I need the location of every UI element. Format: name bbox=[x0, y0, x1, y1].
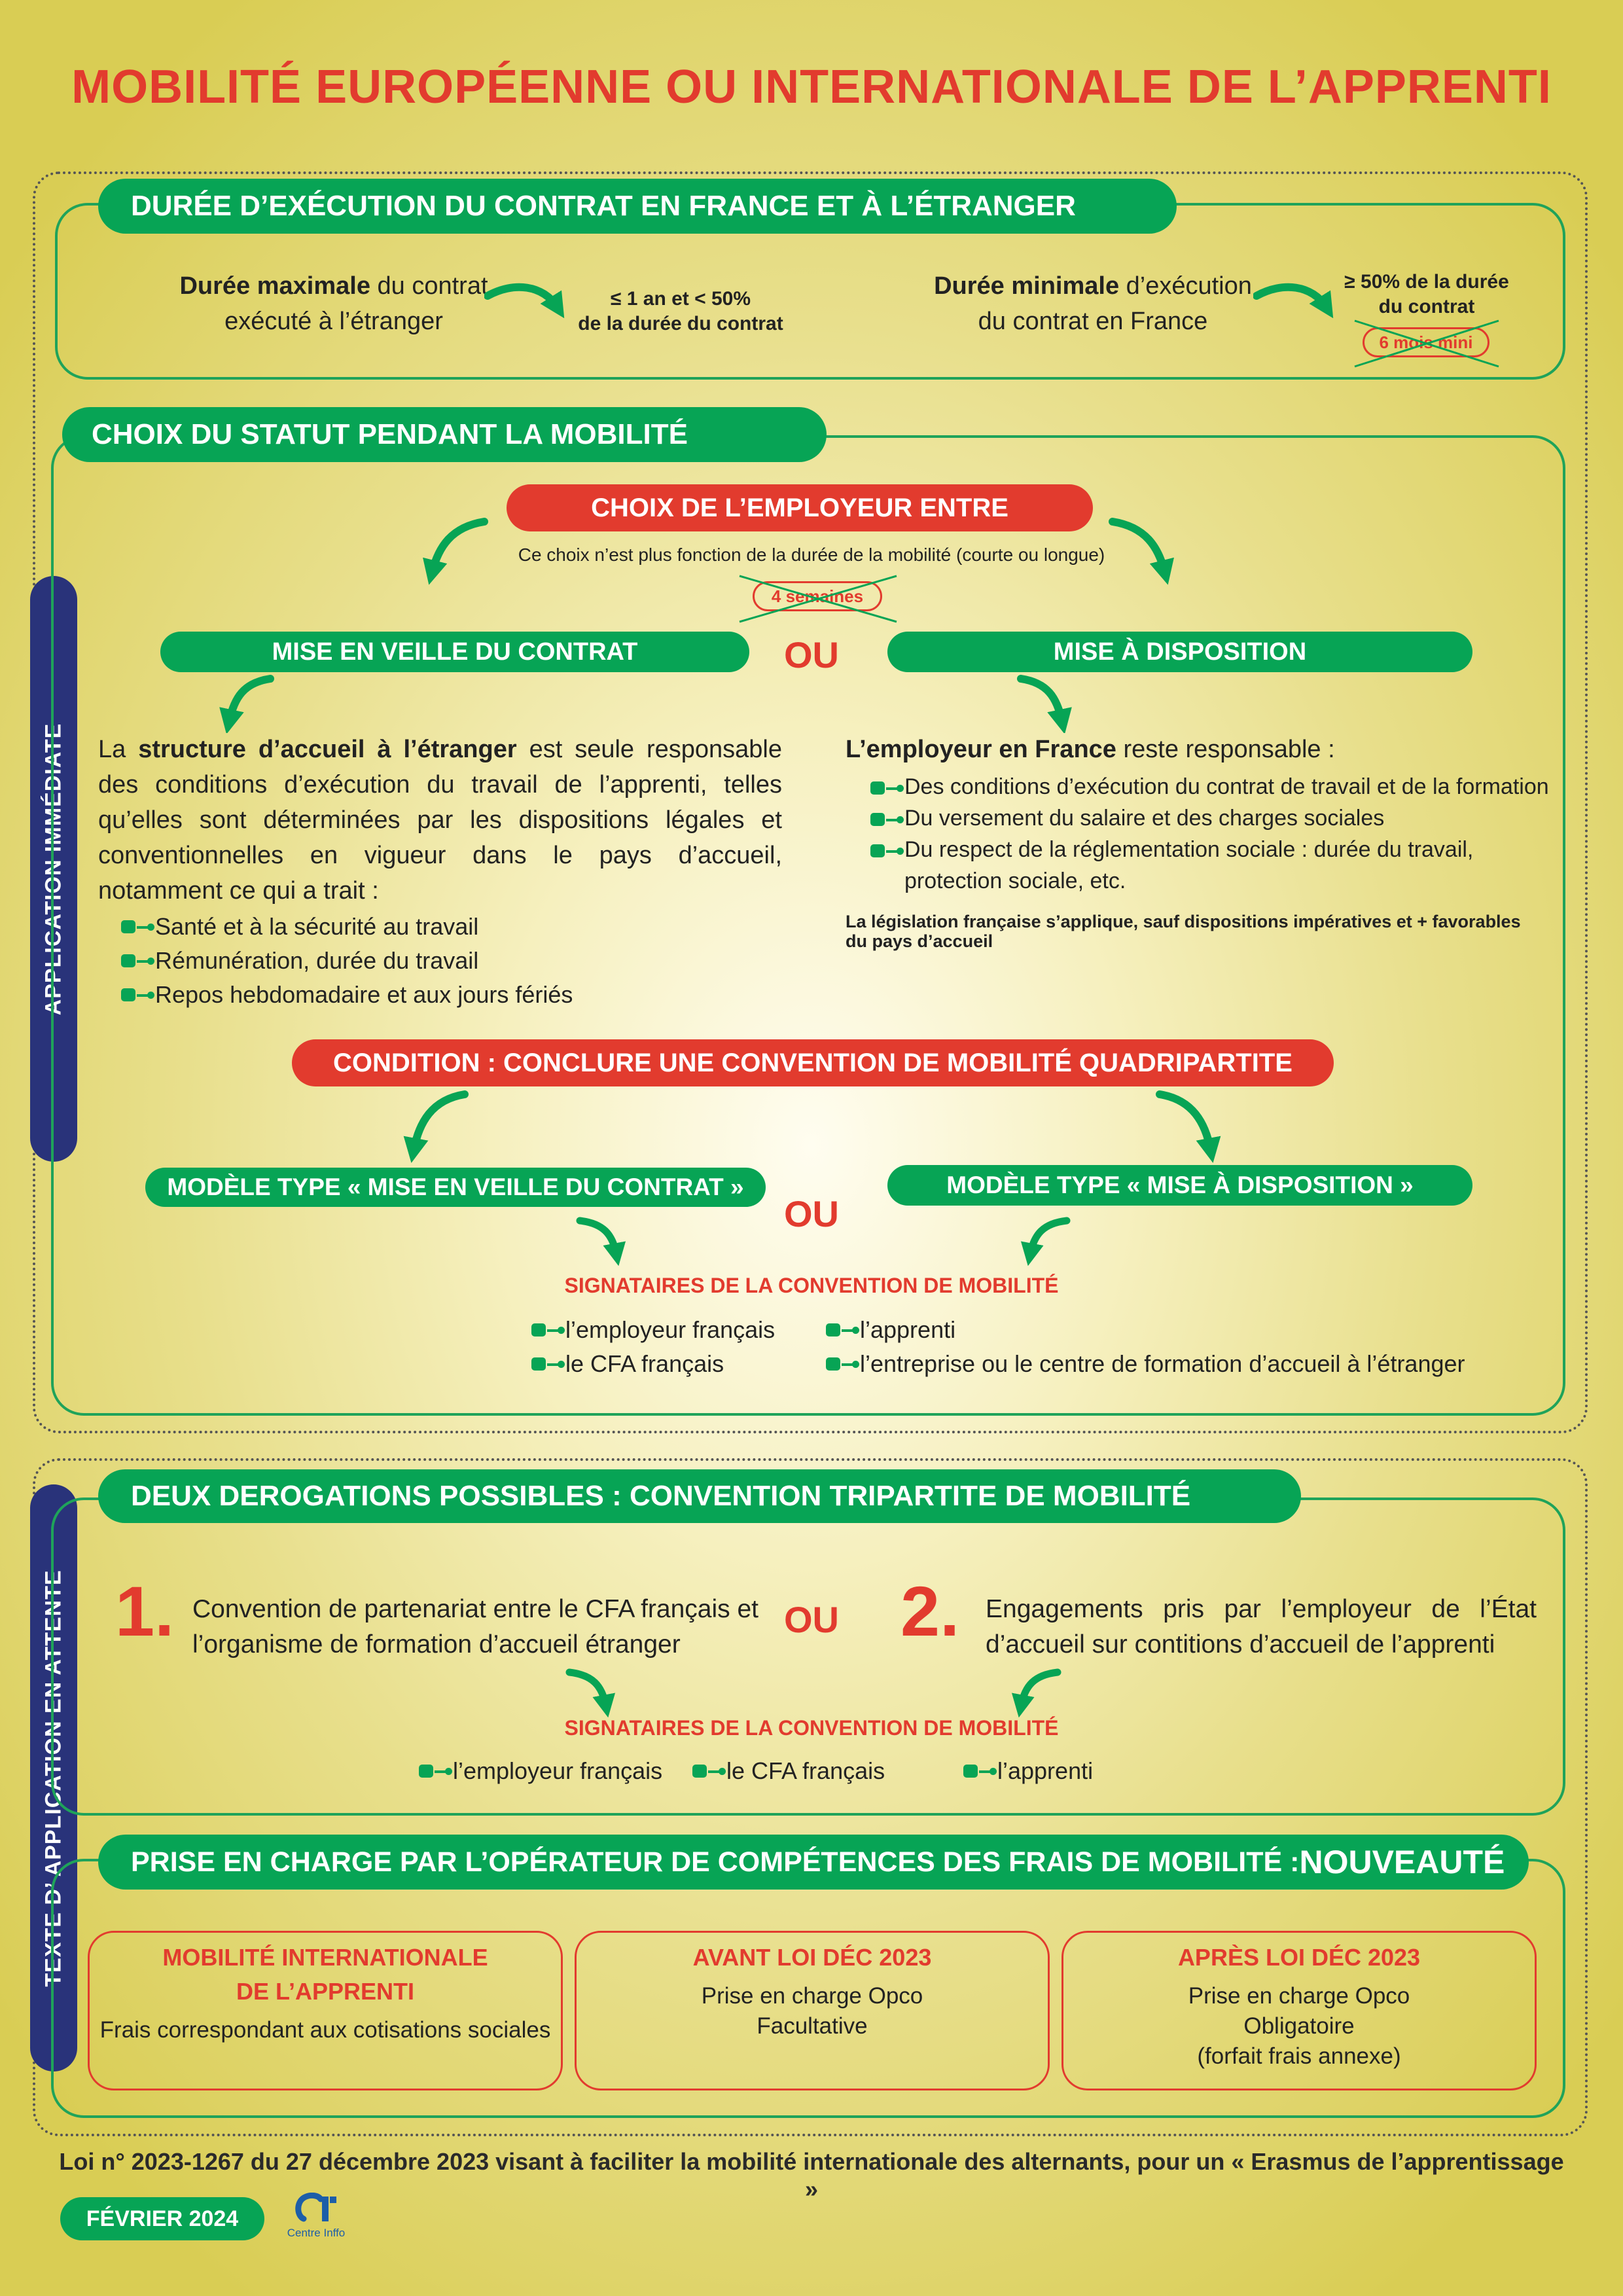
or-label: OU bbox=[784, 1193, 839, 1234]
option-1-text: Convention de partenariat entre le CFA français et l’organisme de formation d’accueil étranger bbox=[192, 1595, 759, 1659]
min-duration-label: Durée minimale d’exécution du contrat en France bbox=[934, 272, 1252, 335]
or-label: OU bbox=[784, 1599, 839, 1640]
list-item: l’employeur français bbox=[419, 1754, 694, 1788]
list-item: l’employeur français bbox=[531, 1313, 819, 1347]
standby-description: La structure d’accueil à l’étranger est seule responsable des conditions d’exécution du travail de l’apprenti, telles qu’elles sont déterminées par les dispositions légales et conventionnelles en vigueur dans le pays d’accueil, notamment ce qui a trait : bbox=[98, 736, 782, 905]
list-item: Rémunération, durée du travail bbox=[121, 944, 776, 978]
secondment-bullet-list bbox=[870, 771, 1558, 897]
section-status-header: CHOIX DU STATUT PENDANT LA MOBILITÉ bbox=[62, 407, 827, 462]
list-item: le CFA français bbox=[692, 1754, 928, 1788]
arrow-down-right-icon bbox=[1152, 1086, 1237, 1165]
option-2-text: Engagements pris par l’employeur de l’État d’accueil sur contitions d’accueil de l’apprenti bbox=[986, 1595, 1537, 1659]
min-duration-value: ≥ 50% de la durée du contrat bbox=[1344, 271, 1509, 317]
list-item: l’entreprise ou le centre de formation d’accueil à l’étranger bbox=[826, 1347, 1552, 1381]
list-item: l’apprenti bbox=[963, 1754, 1160, 1788]
choice-note: Ce choix n’est plus fonction de la durée de la mobilité (courte ou longue) bbox=[518, 545, 1105, 565]
logo-text: Centre Inffo bbox=[287, 2227, 346, 2239]
secondment-description: L’employeur en France reste responsable : bbox=[846, 736, 1335, 763]
card-text: Prise en charge Opco bbox=[701, 1983, 923, 2009]
list-item: Du versement du salaire et des charges sociales bbox=[870, 802, 1558, 834]
standby-bullet-list bbox=[121, 910, 776, 1012]
law-reference: Loi n° 2023-1267 du 27 décembre 2023 visant à faciliter la mobilité internationale des alternants, pour un « Erasmus de l’apprentissage » bbox=[59, 2148, 1564, 2202]
list-item: Du respect de la réglementation sociale : durée du travail, protection sociale, etc. bbox=[870, 834, 1558, 897]
derogation-signatory-2 bbox=[692, 1754, 928, 1788]
signatories-title: SIGNATAIRES DE LA CONVENTION DE MOBILITÉ bbox=[564, 1716, 1059, 1740]
section-funding-header: PRISE EN CHARGE PAR L’OPÉRATEUR DE COMPÉTENCES DES FRAIS DE MOBILITÉ : NOUVEAUTÉ bbox=[98, 1835, 1529, 1890]
list-item: Santé et à la sécurité au travail bbox=[121, 910, 776, 944]
arrow-down-left-icon bbox=[393, 1086, 478, 1165]
crossed-out-badge: 4 semaines bbox=[753, 581, 882, 611]
side-tab-pending: TEXTE D’ APPLICATION EN ATTENTE bbox=[30, 1484, 77, 2072]
arrow-down-left-icon bbox=[208, 671, 280, 733]
strike-cross-icon bbox=[1348, 314, 1505, 373]
option-number-1: 1. bbox=[115, 1571, 175, 1651]
funding-card bbox=[88, 1931, 563, 2090]
funding-card bbox=[575, 1931, 1050, 2090]
max-duration-label: Durée maximale du contrat exécuté à l’étranger bbox=[179, 272, 488, 335]
side-tab-immediate: APPLICATION IMMÉDIATE bbox=[30, 576, 77, 1162]
section-duration-header: DURÉE D’EXÉCUTION DU CONTRAT EN FRANCE ET À L’ÉTRANGER bbox=[98, 179, 1177, 234]
card-title: APRÈS LOI DÉC 2023 bbox=[1177, 1944, 1421, 1971]
option-standby-header: MISE EN VEILLE DU CONTRAT bbox=[160, 632, 749, 672]
arrow-down-right-icon bbox=[1013, 671, 1085, 733]
arrow-down-right-icon bbox=[563, 1666, 628, 1718]
signatories-title: SIGNATAIRES DE LA CONVENTION DE MOBILITÉ bbox=[564, 1274, 1059, 1297]
option-number-2: 2. bbox=[901, 1571, 960, 1651]
arrow-right-icon bbox=[1253, 281, 1338, 327]
model-standby-pill: MODÈLE TYPE « MISE EN VEILLE DU CONTRAT » bbox=[145, 1168, 766, 1207]
date-badge: FÉVRIER 2024 bbox=[60, 2197, 264, 2240]
card-text: Prise en charge Opco bbox=[1188, 1983, 1410, 2009]
strike-cross-icon bbox=[733, 569, 903, 628]
legislation-note: La législation française s’applique, sauf dispositions impératives et + favorables du pays d’accueil bbox=[846, 912, 1521, 951]
card-text: Frais correspondant aux cotisations sociales bbox=[99, 2017, 551, 2043]
section-derogations-header: DEUX DEROGATIONS POSSIBLES : CONVENTION TRIPARTITE DE MOBILITÉ bbox=[98, 1469, 1301, 1523]
or-label: OU bbox=[784, 634, 839, 675]
signatories-list-left bbox=[531, 1313, 819, 1381]
list-item: le CFA français bbox=[531, 1347, 819, 1381]
max-duration-value: ≤ 1 an et < 50% de la durée du contrat bbox=[578, 288, 783, 334]
card-text: Facultative bbox=[757, 2013, 868, 2039]
card-title: MOBILITÉ INTERNATIONALE DE L’APPRENTI bbox=[162, 1944, 488, 2005]
page-title: MOBILITÉ EUROPÉENNE OU INTERNATIONALE DE L’APPRENTI bbox=[71, 61, 1552, 113]
employer-choice-header: CHOIX DE L’EMPLOYEUR ENTRE bbox=[507, 484, 1093, 531]
list-item: Des conditions d’exécution du contrat de travail et de la formation bbox=[870, 771, 1558, 802]
centre-inffo-logo bbox=[280, 2193, 352, 2245]
funding-card bbox=[1061, 1931, 1537, 2090]
model-secondment-pill: MODÈLE TYPE « MISE À DISPOSITION » bbox=[887, 1165, 1472, 1206]
condition-header: CONDITION : CONCLURE UNE CONVENTION DE MOBILITÉ QUADRIPARTITE bbox=[292, 1039, 1334, 1086]
signatories-list-right bbox=[826, 1313, 1552, 1381]
derogation-signatory-1 bbox=[419, 1754, 694, 1788]
option-secondment-header: MISE À DISPOSITION bbox=[887, 632, 1472, 672]
arrow-down-left-icon bbox=[999, 1666, 1064, 1718]
derogation-signatory-3 bbox=[963, 1754, 1160, 1788]
card-title: AVANT LOI DÉC 2023 bbox=[692, 1944, 932, 1971]
list-item: Repos hebdomadaire et aux jours fériés bbox=[121, 978, 776, 1012]
card-text: Obligatoire bbox=[1243, 2013, 1355, 2039]
list-item: l’apprenti bbox=[826, 1313, 1552, 1347]
arrow-right-icon bbox=[484, 281, 569, 327]
card-text: (forfait frais annexe) bbox=[1197, 2043, 1401, 2069]
arrow-down-left-icon bbox=[1008, 1214, 1073, 1266]
logo-icon bbox=[294, 2193, 340, 2227]
arrow-down-right-icon bbox=[573, 1214, 639, 1266]
crossed-out-badge: 6 mois mini bbox=[1363, 327, 1489, 357]
